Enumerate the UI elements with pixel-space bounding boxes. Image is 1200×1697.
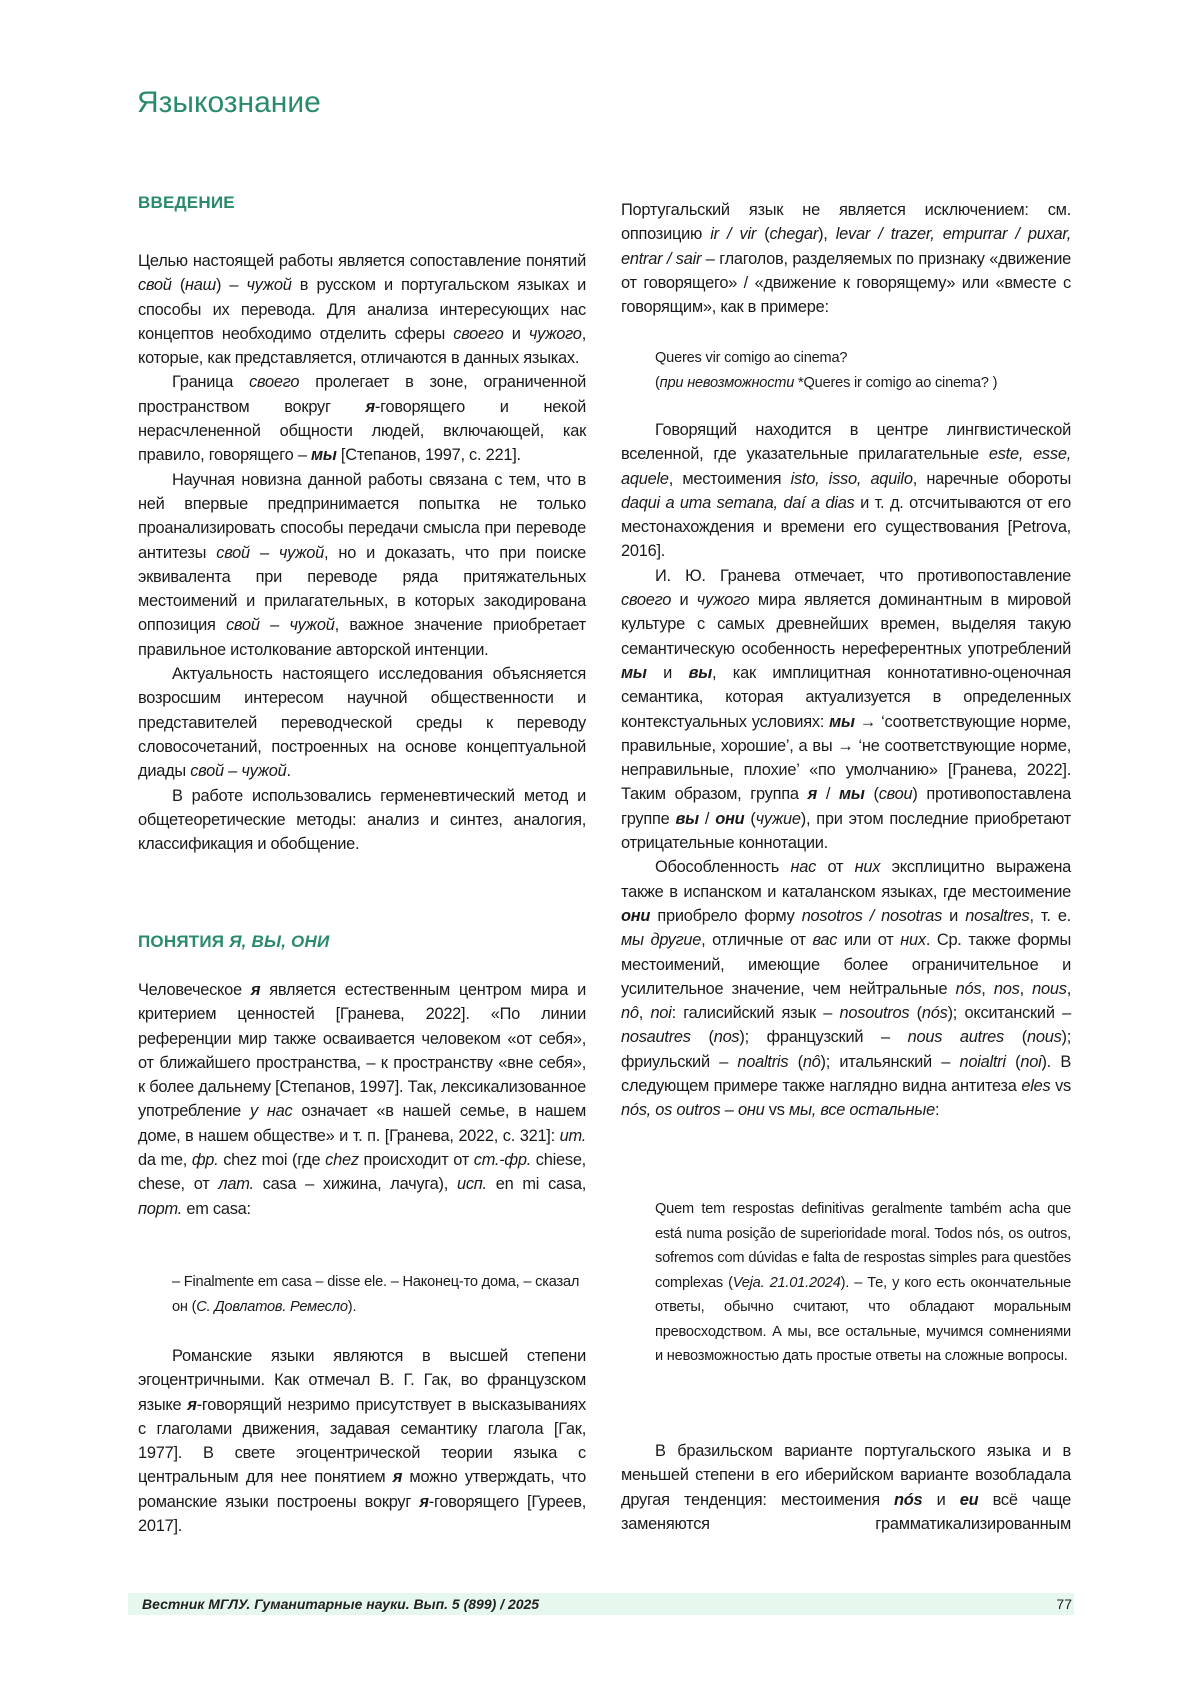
- text-run: (: [909, 1004, 922, 1022]
- italic-text: nous: [1032, 980, 1067, 998]
- text-run: Говорящий находится в центре лингвистической вселенной, где указательные прилагательные: [621, 421, 1071, 463]
- text-run: ); окситанский –: [948, 1004, 1071, 1022]
- italic-text: chez: [325, 1151, 359, 1169]
- text-run: и: [671, 591, 697, 609]
- text-run: , отличные от: [701, 931, 812, 949]
- paragraph: [138, 468, 586, 662]
- italic-text: nós, os outros: [621, 1101, 720, 1119]
- text-run: от: [816, 858, 855, 876]
- example-quote: [655, 346, 1071, 395]
- concepts-section: [138, 930, 586, 1221]
- italic-text: них: [900, 931, 926, 949]
- text-run: и: [942, 907, 965, 925]
- italic-text: noi: [650, 1004, 671, 1022]
- italic-text: nosautres: [621, 1028, 691, 1046]
- example-quote: [172, 1270, 586, 1319]
- emphasis-text: nós: [894, 1491, 922, 1509]
- heading-text-italic: Я, ВЫ, ОНИ: [229, 932, 329, 951]
- text-run: пролегает в зоне, ограниченной пространством вокруг: [138, 373, 586, 415]
- text-run: и т. д. отсчитываются от его местонахождения и времени его существования [Petrova, 2016].: [621, 494, 1071, 561]
- quote-text: [655, 346, 1071, 371]
- example-quote: [655, 1197, 1071, 1369]
- italic-text: нас: [790, 858, 816, 876]
- page-footer: [128, 1593, 1074, 1615]
- text-run: И. Ю. Гранева отмечает, что противопоставление: [655, 567, 1071, 585]
- italic-text: при невозможности: [660, 375, 795, 391]
- paragraph: [621, 564, 1071, 856]
- text-run: (: [744, 810, 755, 828]
- emphasis-text: мы: [311, 446, 337, 464]
- text-run: Целью настоящей работы является сопоставление понятий: [138, 252, 586, 270]
- paragraph-block: [621, 418, 1071, 1123]
- text-run: casa – хижина, лачуга),: [254, 1175, 457, 1193]
- italic-text: лат.: [218, 1175, 253, 1193]
- text-run: (: [788, 1053, 803, 1071]
- text-run: , наречные обороты: [913, 470, 1071, 488]
- text-run: является естественным центром мира и критерием ценностей [Гранева, 2022]. «По линии референции мир также осваивается человеком «от себя», от ближайшего пространства, – к пространству «вне себя», к более дальнему [Степанов, 1997]. Так, лексикализованное употребление: [138, 981, 586, 1120]
- text-run: ,: [981, 980, 994, 998]
- italic-text: своего: [621, 591, 671, 609]
- emphasis-text: я: [187, 1396, 196, 1414]
- text-run: [Степанов, 1997, с. 221].: [337, 446, 521, 464]
- text-run: или от: [837, 931, 900, 949]
- text-run: /: [699, 810, 715, 828]
- text-run: ) –: [216, 276, 246, 294]
- text-run: В работе использовались герменевтический метод и общетеоретические методы: анализ и синтез, аналогия, классификация и обобщение.: [138, 787, 586, 854]
- text-run: /: [817, 785, 839, 803]
- quote-text: [655, 1197, 1071, 1369]
- text-run: . Ср. также формы местоимений, имеющие более ограничительное и усилительное значение, чем нейтральные: [621, 931, 1071, 998]
- text-run: em casa:: [182, 1200, 251, 1218]
- text-run: мира является доминантным в мировой культуре с самых древнейших времен, выделяя такую семантическую особенность нереферентных употреблений: [621, 591, 1071, 658]
- text-run: (: [756, 225, 769, 243]
- italic-text: nós: [956, 980, 982, 998]
- text-run: en mi casa,: [487, 1175, 586, 1193]
- text-run: в русском и португальском языках и способы их перевода. Для анализа интересующих нас концептов необходимо отделить сферы: [138, 276, 586, 343]
- text-run: происходит от: [359, 1151, 474, 1169]
- italic-text: Veja. 21.01.2024: [733, 1275, 841, 1291]
- italic-text: nô: [621, 1004, 639, 1022]
- text-run: ); фриульский –: [621, 1028, 1071, 1070]
- italic-text: ir / vir: [710, 225, 756, 243]
- text-run: В бразильском варианте португальского языка и в меньшей степени в его иберийском варианте возобладала другая тенденция: местоимения: [621, 1442, 1071, 1509]
- text-run: означает «в нашей семье, в нашем доме, в нашем обществе» и т. п. [Гранева, 2022, с. 321]:: [138, 1102, 586, 1144]
- italic-text: у нас: [250, 1102, 292, 1120]
- italic-text: свой – чужой: [216, 544, 324, 562]
- emphasis-text: я: [808, 785, 817, 803]
- text-run: chez moi (где: [218, 1151, 325, 1169]
- italic-text: чужого: [697, 591, 750, 609]
- italic-text: noaltris: [737, 1053, 788, 1071]
- italic-text: nô: [803, 1053, 821, 1071]
- italic-text: noi: [1020, 1053, 1041, 1071]
- emphasis-text: мы: [829, 713, 855, 731]
- paragraph-block: [621, 1439, 1071, 1536]
- italic-text: чужие: [756, 810, 801, 828]
- paragraph: [138, 978, 586, 1221]
- text-run: ); итальянский –: [821, 1053, 960, 1071]
- italic-text: свои: [879, 785, 913, 803]
- text-run: и: [647, 664, 689, 682]
- text-run: vs: [1050, 1077, 1071, 1095]
- section-title: Языкознание: [137, 86, 321, 120]
- text-run: :: [935, 1101, 939, 1119]
- heading-concepts: [138, 930, 586, 954]
- text-run: можно утверждать, что романские языки построены вокруг: [138, 1468, 586, 1510]
- text-run: (: [1006, 1053, 1021, 1071]
- italic-text: ит.: [560, 1127, 586, 1145]
- emphasis-text: вы: [675, 810, 698, 828]
- paragraph: [621, 198, 1071, 319]
- text-run: .: [286, 762, 290, 780]
- italic-text: свой – чужой: [226, 616, 335, 634]
- text-run: – Finalmente em casa – disse ele. – Наконец-то дома, – сказал он (: [172, 1274, 579, 1315]
- text-run: : галисийский язык –: [672, 1004, 840, 1022]
- text-run: Португальский язык не является исключением: см. оппозицию: [621, 201, 1071, 243]
- heading-introduction: ВВЕДЕНИЕ: [138, 191, 586, 215]
- paragraph: [621, 1439, 1071, 1536]
- text-run: Quem tem respostas definitivas geralmente também acha que está numa posição de superioridade moral. Todos nós, os outros, sofremos com dúvidas e falta de respostas simples para questões complexas (: [655, 1201, 1071, 1291]
- emphasis-text: вы: [689, 664, 712, 682]
- italic-text: мы, все остальные: [789, 1101, 935, 1119]
- italic-text: chegar: [769, 225, 818, 243]
- text-run: Обособленность: [655, 858, 790, 876]
- text-run: (: [655, 375, 660, 391]
- italic-text: исп.: [457, 1175, 487, 1193]
- italic-text: isto, isso, aquilo: [791, 470, 913, 488]
- italic-text: eles: [1021, 1077, 1050, 1095]
- text-run: ), при этом последние приобретают отрицательные коннотации.: [621, 810, 1071, 852]
- text-run: ),: [818, 225, 836, 243]
- text-run: → ‘соответствующие норме, правильные, хорошие’, а вы → ‘не соответствующие норме, неправильные, плохие’ «по умолчанию» [Гранева, 2022]. Таким образом, группа: [621, 713, 1071, 804]
- text-run: -говорящий незримо присутствует в высказываниях с глаголами движения, задавая семантику глагола [Гак, 1977]. В свете эгоцентрической теории языка с центральным для нее понятием: [138, 1396, 586, 1487]
- emphasis-text: я: [251, 981, 260, 999]
- italic-text: nós: [922, 1004, 948, 1022]
- text-run: Человеческое: [138, 981, 251, 999]
- text-run: (: [172, 276, 185, 294]
- emphasis-text: мы: [839, 785, 865, 803]
- italic-text: nos: [714, 1028, 740, 1046]
- paragraph: [138, 1344, 586, 1538]
- text-run: всё чаще заменяются грамматикализированным: [621, 1491, 1071, 1533]
- text-run: ) противопоставлена группе: [621, 785, 1071, 827]
- quote-text: [655, 371, 1071, 396]
- italic-text: nosaltres: [965, 907, 1029, 925]
- text-run: Актуальность настоящего исследования объясняется возросшим интересом научной общественности и представителей переводческой среды к переводу словосочетаний, построенных на основе концептуальной диады: [138, 665, 586, 780]
- italic-text: levar / trazer, empurrar / puxar, entrar / sair: [621, 225, 1071, 267]
- text-run: ). – Те, у кого есть окончательные ответы, обычно считают, что обладают моральным превосходством. А мы, все остальные, мучимся сомнениями и невозможностью дать простые ответы на сложные вопросы.: [655, 1275, 1071, 1365]
- text-run: -говорящего [Гуреев, 2017].: [138, 1493, 586, 1535]
- paragraph: [138, 662, 586, 783]
- text-run: Граница: [172, 373, 249, 391]
- italic-text: С. Довлатов. Ремесло: [196, 1299, 347, 1315]
- text-run: (: [1004, 1028, 1027, 1046]
- paragraph-block: [138, 1344, 586, 1538]
- italic-text: ст.-фр.: [474, 1151, 531, 1169]
- italic-text: nous: [1027, 1028, 1062, 1046]
- italic-text: мы другие: [621, 931, 701, 949]
- text-run: Queres vir comigo ao cinema?: [655, 350, 847, 366]
- text-run: ). В следующем примере также наглядно видна антитеза: [621, 1053, 1071, 1095]
- text-run: vs: [764, 1101, 789, 1119]
- page-number: 77: [1056, 1596, 1072, 1612]
- italic-text: чужого: [529, 325, 582, 343]
- paragraph: [138, 784, 586, 857]
- text-run: ,: [639, 1004, 651, 1022]
- text-run: эксплицитно выражена также в испанском и каталанском языках, где местоимение: [621, 858, 1071, 900]
- italic-text: свой: [138, 276, 172, 294]
- paragraph: [138, 370, 586, 467]
- text-run: ,: [1020, 980, 1033, 998]
- text-run: –: [720, 1101, 737, 1119]
- text-run: , важное значение приобретает правильное истолкование авторской интенции.: [138, 616, 586, 658]
- emphasis-text: eu: [960, 1491, 979, 1509]
- emphasis-text: я: [393, 1468, 402, 1486]
- italic-text: nos: [994, 980, 1020, 998]
- text-run: , местоимения: [669, 470, 791, 488]
- paragraph-block: [621, 198, 1071, 319]
- emphasis-text: они: [715, 810, 744, 828]
- italic-text: они: [738, 1101, 765, 1119]
- italic-text: наш: [185, 276, 216, 294]
- paragraph: [621, 418, 1071, 564]
- text-run: – глаголов, разделяемых по признаку «движение от говорящего» / «движение к говорящему» или «вместе с говорящим», как в примере:: [621, 250, 1071, 317]
- italic-text: них: [855, 858, 881, 876]
- text-run: (: [691, 1028, 714, 1046]
- italic-text: nous autres: [908, 1028, 1004, 1046]
- text-run: ,: [1067, 980, 1071, 998]
- italic-text: este, esse, aquele: [621, 445, 1071, 487]
- italic-text: фр.: [192, 1151, 219, 1169]
- text-run: приобрело форму: [650, 907, 802, 925]
- text-run: -говорящего и некой нерасчлененной общности людей, включающей, как правило, говорящего –: [138, 398, 586, 465]
- text-run: и: [503, 325, 528, 343]
- text-run: Научная новизна данной работы связана с тем, что в ней впервые предпринимается попытка не только проанализировать способы передачи смысла при переводе антитезы: [138, 471, 586, 562]
- text-run: da me,: [138, 1151, 192, 1169]
- italic-text: свой – чужой: [190, 762, 286, 780]
- italic-text: nosoutros: [840, 1004, 910, 1022]
- heading-text: ПОНЯТИЯ: [138, 932, 229, 951]
- quote-text: [172, 1270, 586, 1319]
- text-run: и: [922, 1491, 959, 1509]
- emphasis-text: я: [365, 398, 374, 416]
- italic-text: своего: [453, 325, 503, 343]
- text-run: , т. е.: [1029, 907, 1071, 925]
- italic-text: своего: [249, 373, 299, 391]
- intro-section: [138, 191, 586, 856]
- italic-text: вас: [812, 931, 837, 949]
- text-run: ); французский –: [739, 1028, 907, 1046]
- italic-text: порт.: [138, 1200, 182, 1218]
- text-run: , которые, как представляется, отличаются в данных языках.: [138, 325, 586, 367]
- italic-text: noialtri: [960, 1053, 1006, 1071]
- paragraph: [621, 855, 1071, 1122]
- emphasis-text: я: [419, 1493, 428, 1511]
- journal-citation: Вестник МГЛУ. Гуманитарные науки. Вып. 5 (899) / 2025: [142, 1596, 539, 1612]
- text-run: (: [865, 785, 879, 803]
- italic-text: daqui a uma semana, daí a dias: [621, 494, 855, 512]
- text-run: , как имплицитная коннотативно-оценочная семантика, которая актуализуется в определенных контекстуальных условиях:: [621, 664, 1071, 731]
- text-run: chiese, chese, от: [138, 1151, 586, 1193]
- paragraph: [138, 249, 586, 370]
- text-run: ).: [348, 1299, 357, 1315]
- text-run: Романские языки являются в высшей степени эгоцентричными. Как отмечал В. Г. Гак, во французском языке: [138, 1347, 586, 1414]
- italic-text: nosotros / nosotras: [802, 907, 942, 925]
- text-run: , но и доказать, что при поиске эквивалента при переводе ряда притяжательных местоимений и прилагательных, в которых закодирована оппозиция: [138, 544, 586, 635]
- text-run: *Queres ir comigo ao cinema? ): [794, 375, 997, 391]
- emphasis-text: мы: [621, 664, 647, 682]
- italic-text: чужой: [246, 276, 291, 294]
- emphasis-text: они: [621, 907, 650, 925]
